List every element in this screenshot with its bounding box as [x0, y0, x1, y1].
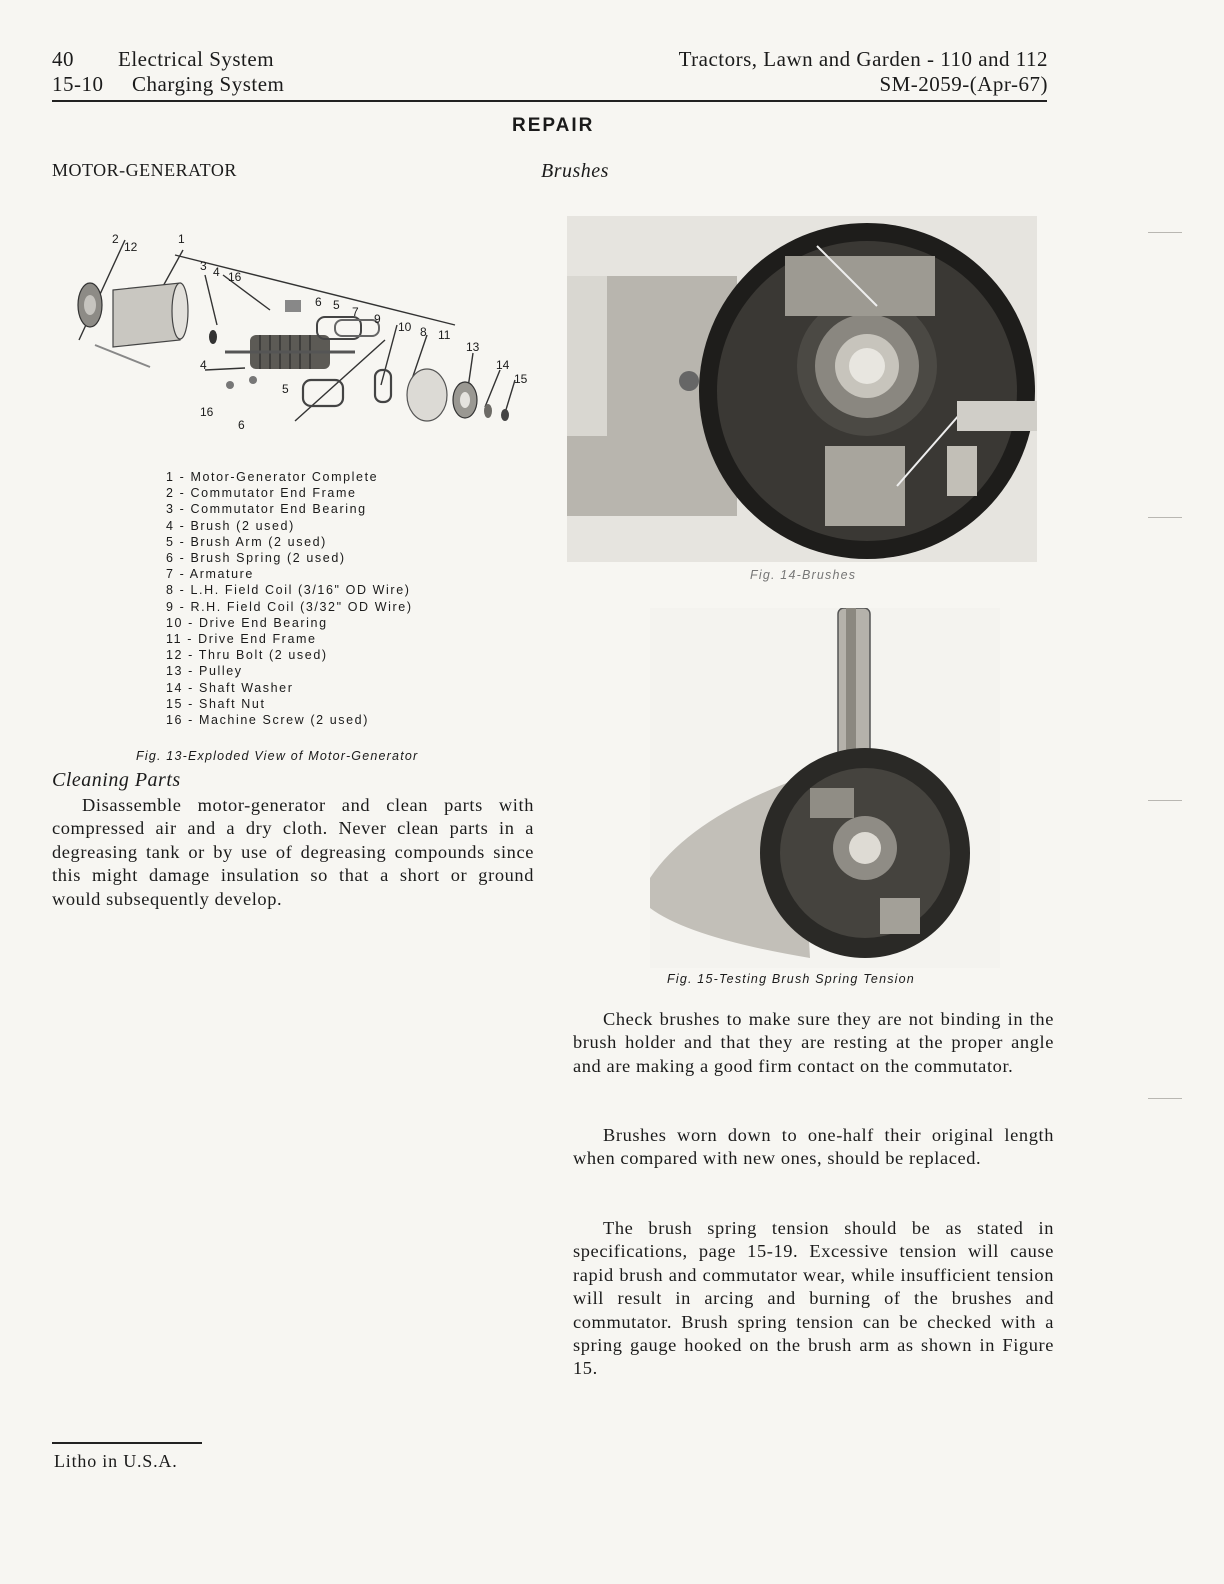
- legend-item: 15 - Shaft Nut: [166, 696, 266, 711]
- legend-item: 11 - Drive End Frame: [166, 632, 317, 647]
- cleaning-parts-text: Disassemble motor-generator and clean parts with compressed air and a dry cloth. Never clean parts in a degreasing tank or by use of degreasing compounds since this might damage insulation so that a short or ground would subsequently develop.: [52, 795, 534, 909]
- callout-10: 10: [398, 320, 412, 334]
- subsection-title: Charging System: [132, 72, 285, 96]
- manual-title: Tractors, Lawn and Garden - 110 and 112: [678, 47, 1048, 71]
- margin-mark: [1148, 1098, 1182, 1099]
- brushes-paragraph-3: The brush spring tension should be as stated in specifications, page 15-19. Excessive tension will cause rapid brush and commutator wear, while insufficient tension will result in arcing and burning of the brushes and commutator. Brush spring tension can be checked with a spring gauge hooked on the brush arm as shown in Figure 15.: [573, 1218, 1054, 1379]
- section-title: Electrical System: [118, 47, 275, 71]
- brushes-paragraph-1: Check brushes to make sure they are not binding in the brush holder and that they are resting at the proper angle and are making a good firm contact on the commutator.: [573, 1009, 1054, 1076]
- callout-1: 1: [178, 232, 185, 246]
- repair-heading: REPAIR: [512, 115, 595, 136]
- callout-7: 7: [352, 305, 359, 319]
- legend-item: 2 - Commutator End Frame: [166, 486, 357, 501]
- margin-mark: [1148, 232, 1182, 233]
- legend-item: 6 - Brush Spring (2 used): [166, 551, 346, 566]
- legend-item: 3 - Commutator End Bearing: [166, 502, 367, 517]
- header-rule: [52, 100, 1047, 102]
- section-number: 15-10: [52, 72, 104, 96]
- callout-6b: 6: [238, 418, 245, 432]
- callout-5b: 5: [282, 382, 289, 396]
- figure-15-caption: Fig. 15-Testing Brush Spring Tension: [667, 972, 915, 986]
- legend-item: 9 - R.H. Field Coil (3/32" OD Wire): [166, 599, 413, 614]
- callout-8: 8: [420, 325, 427, 339]
- spring-tension-photo: [650, 608, 1000, 968]
- figure-13-caption: Fig. 13-Exploded View of Motor-Generator: [136, 749, 419, 763]
- legend-item: 1 - Motor-Generator Complete: [166, 470, 379, 484]
- callout-16: 16: [228, 270, 242, 284]
- callout-12: 12: [124, 240, 138, 254]
- figure-14-caption: Fig. 14-Brushes: [750, 568, 857, 582]
- legend-item: 13 - Pulley: [166, 664, 243, 679]
- cleaning-parts-heading: Cleaning Parts: [52, 769, 181, 791]
- brushes-paragraph-2: Brushes worn down to one-half their original length when compared with new ones, should be replaced.: [573, 1125, 1054, 1169]
- footer-rule: [52, 1442, 202, 1444]
- callout-9: 9: [374, 312, 381, 326]
- callout-5: 5: [333, 298, 340, 312]
- brushes-heading: Brushes: [541, 160, 609, 182]
- legend-item: 7 - Armature: [166, 567, 254, 582]
- legend-item: 14 - Shaft Washer: [166, 680, 294, 695]
- margin-mark: [1148, 517, 1182, 518]
- callout-16b: 16: [200, 405, 214, 419]
- legend-item: 12 - Thru Bolt (2 used): [166, 648, 328, 663]
- manual-code: SM-2059-(Apr-67): [879, 72, 1048, 96]
- callout-3: 3: [200, 259, 207, 273]
- callout-13: 13: [466, 340, 480, 354]
- legend-item: 4 - Brush (2 used): [166, 518, 295, 533]
- legend-item: 10 - Drive End Bearing: [166, 615, 328, 630]
- page-number: 40: [52, 47, 74, 71]
- callout-11: 11: [438, 328, 451, 342]
- callout-14: 14: [496, 358, 510, 372]
- figure-13-legend: [166, 469, 413, 728]
- litho-note: Litho in U.S.A.: [54, 1451, 178, 1471]
- callout-15: 15: [514, 372, 528, 386]
- brushes-photo: [567, 216, 1037, 562]
- legend-item: 8 - L.H. Field Coil (3/16" OD Wire): [166, 583, 411, 598]
- motor-generator-heading: MOTOR-GENERATOR: [52, 160, 237, 180]
- legend-item: 16 - Machine Screw (2 used): [166, 713, 369, 728]
- callout-4: 4: [213, 265, 220, 279]
- legend-item: 5 - Brush Arm (2 used): [166, 534, 327, 549]
- margin-mark: [1148, 800, 1182, 801]
- callout-4b: 4: [200, 358, 207, 372]
- callout-2: 2: [112, 232, 119, 246]
- callout-6: 6: [315, 295, 322, 309]
